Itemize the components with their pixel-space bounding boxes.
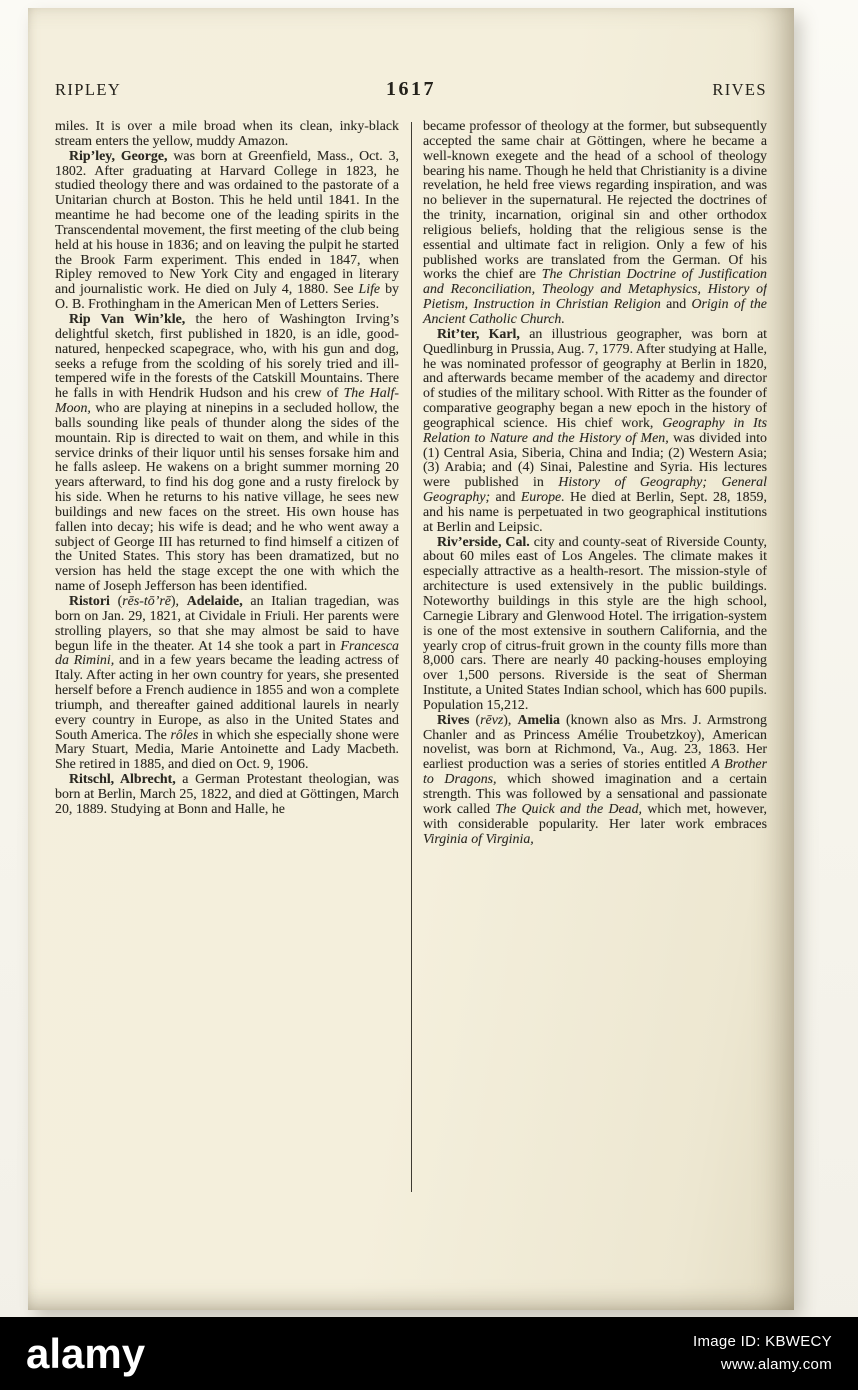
- running-header: [55, 78, 767, 101]
- text-segment: Francesca da Rimini,: [55, 638, 399, 669]
- image-id: Image ID: KBWECY: [692, 1333, 832, 1350]
- scanned-page: [28, 8, 794, 1310]
- text-columns: [55, 120, 767, 1200]
- entry-paragraph: [423, 536, 767, 714]
- alamy-logo: alamy: [26, 1329, 146, 1377]
- entry-term: Ritschl, Albrecht,: [69, 772, 176, 788]
- entry-paragraph: [423, 714, 767, 848]
- header-left-title: RIPLEY: [55, 80, 122, 99]
- entry-term: Rit’ter, Karl,: [437, 326, 520, 342]
- entry-paragraph: [55, 595, 399, 773]
- text-segment: (: [109, 594, 123, 609]
- text-segment: an illustrious geographer, was born at Quedlinburg in Prussia, Aug. 7, 1779. After studying at Halle, he was nominated professor of geography at Berlin in 1820, and afterwards became member of the academy and director of studies of the military school. With Ritter as the founder of comparative geography began a new epoch in the history of geographical science. His chief work,: [423, 326, 767, 431]
- text-segment: Origin of the Ancient Catholic Church.: [423, 297, 767, 327]
- text-segment: rēs-tō’rē: [122, 594, 171, 609]
- entry-term: Riv’erside, Cal.: [437, 534, 530, 550]
- text-segment: Life: [358, 282, 381, 298]
- text-segment: A Brother to Dragons,: [423, 757, 767, 788]
- text-segment: and: [490, 490, 521, 506]
- text-segment: who are playing at ninepins in a secluded hollow, the balls sounding like peals of thunder along the sides of the mountain. Rip is directed to wait on them, and while in this service drinks of their liquor until his senses forsake him and he falls asleep. He wakens on a bright summer morning 20 years afterward, to find his dog gone and a rusty firelock by his side. When he returns to his native village, he sees new buildings and new faces on the street. His own house has fallen into decay; his wife is dead; and he who went away a subject of George III has returned to find himself a citizen of the United States. This story has been dramatized, but no version has held the stage except the one with which the name of Joseph Jefferson has been identified.: [55, 401, 399, 595]
- entry-paragraph: [55, 773, 399, 818]
- column-divider-rule: [411, 122, 412, 1192]
- text-segment: in which she especially shone were Mary Stuart, Media, Marie Antoinette and Lady Macbeth. She retired in 1885, and died on Oct. 9, 1906.: [55, 727, 399, 773]
- text-segment: was born at Greenfield, Mass., Oct. 3, 1802. After graduating at Harvard College in 1823, he studied theology there and was ordained to the pastorate of a Unitarian church at Boston. This he held until 1841. In the meantime he had become one of the leading spirits in the Transcendental movement, the first meeting of the club being held at his house in 1836; and on leaving the pulpit he started the Brook Farm experiment. This ended in 1847, when Ripley removed to New York City and engaged in literary and journalistic work. He died on July 4, 1880. See: [55, 148, 399, 298]
- text-segment: which showed imagination and a certain strength. This was followed by a sensational and passionate work called: [423, 772, 767, 817]
- entry-paragraph: [55, 313, 399, 595]
- text-segment: which met, however, with considerable popularity. Her later work embraces: [423, 801, 767, 832]
- text-segment: miles. It is over a mile broad when its clean, inky-black stream enters the yellow, muddy Amazon.: [55, 120, 399, 149]
- entry-term: Ristori: [69, 594, 110, 609]
- entry-paragraph: [55, 120, 399, 150]
- right-column: [423, 120, 767, 1200]
- text-segment: Europe.: [520, 490, 565, 506]
- entry-paragraph: [423, 328, 767, 536]
- text-segment: (: [469, 712, 481, 728]
- text-segment: Geography in Its Relation to Nature and the History of Men,: [423, 415, 767, 446]
- text-segment: and: [660, 297, 692, 313]
- text-segment: The Quick and the Dead,: [495, 801, 643, 817]
- text-segment: History of Geography; General Geography;: [423, 475, 767, 506]
- text-segment: by O. B. Frothingham in the American Men of Letters Series.: [55, 282, 399, 313]
- entry-term: Amelia: [517, 712, 560, 728]
- entry-paragraph: [423, 120, 767, 328]
- text-segment: and in a few years became the leading actress of Italy. After acting in her own country for years, she presented herself before a French audience in 1855 and won a complete triumph, and thereafter gained additional laurels in nearly every country in Europe, as also in the United States and South America. The: [55, 653, 399, 743]
- header-right-title: RIVES: [712, 80, 767, 99]
- text-segment: ),: [170, 594, 187, 609]
- text-segment: an Italian tragedian, was born on Jan. 29, 1821, at Cividale in Friuli. Her parents were strolling players, so that she may almost be said to have begun life in the theater. At 14 she took a part in: [55, 594, 399, 654]
- entry-term: Rip Van Win’kle,: [69, 311, 186, 327]
- alamy-watermark-bar: [0, 1317, 858, 1390]
- text-segment: a German Protestant theologian, was born at Berlin, March 25, 1822, and died at Göttingen, March 20, 1889. Studying at Bonn and Halle, he: [55, 772, 399, 817]
- text-segment: Virginia of Virginia,: [423, 831, 534, 847]
- entry-term: Rives: [437, 712, 470, 728]
- text-segment: rôles: [170, 727, 199, 743]
- text-segment: (known also as Mrs. J. Armstrong Chanler and as Princess Amélie Troubetzkoy), American novelist, was born at Richmond, Va., Aug. 23, 1863. Her earliest production was a series of stories entitled: [423, 712, 767, 773]
- text-segment: was divided into (1) Central Asia, Siberia, China and India; (2) Western Asia; (3) Arabia; and (4) Sinai, Palestine and Syria. His lectures were published in: [423, 430, 767, 491]
- text-segment: He died at Berlin, Sept. 28, 1859, and his name is perpetuated in two geographical institutions at Berlin and Leipsic.: [423, 490, 767, 535]
- text-segment: The Half-Moon,: [55, 386, 399, 417]
- text-segment: the hero of Washington Irving’s delightful sketch, first published in 1820, is an idle, good-natured, henpecked scapegrace, who, with his gun and dog, seeks a refuge from the scolding of his sorely tried and ill-tempered wife in the forests of the Catskill Mountains. There he falls in with Hendrik Hudson and his crew of: [55, 311, 400, 402]
- text-segment: The Christian Doctrine of Justification and Reconciliation, Theology and Metaphysics, History of Pietism, Instruction in Christian Religion: [423, 267, 767, 313]
- text-segment: city and county-seat of Riverside County, about 60 miles east of Los Angeles. The climate makes it especially attractive as a health-resort. The mission-style of architecture is used extensively in the public buildings. Noteworthy buildings in this style are the high school, Carnegie Library and Glenwood Hotel. The irrigation-system is one of the most extensive in southern California, and the yearly crop of citrus-fruit grown in the county fills more than 8,000 cars. There are nearly 40 packing-houses employing over 1,500 persons. Riverside is the seat of Sherman Institute, a United States Indian school, which has 600 pupils. Population 15,212.: [423, 534, 767, 713]
- alamy-url: www.alamy.com: [720, 1355, 832, 1373]
- entry-term: Rip’ley, George,: [69, 148, 168, 164]
- page-number: 1617: [385, 78, 436, 100]
- text-segment: rēvz: [480, 712, 504, 728]
- left-column: [55, 120, 399, 1200]
- text-segment: ),: [503, 712, 518, 728]
- watermark-info: [693, 1331, 832, 1376]
- entry-term: Adelaide,: [186, 594, 243, 609]
- entry-paragraph: [55, 150, 399, 313]
- text-segment: became professor of theology at the former, but subsequently accepted the same chair at Göttingen, where he became a well-known exegete and the head of a school of theology bearing his name. Though he held that Christianity is a divine revelation, he held free views regarding inspiration, and was no believer in the supernatural. He rejected the doctrines of the trinity, incarnation, original sin and other orthodox religious beliefs, holding that the religious sense is the essential and ultimate fact in religion. Only a few of his published works are translated from the German. Of his works the chief are: [423, 120, 767, 283]
